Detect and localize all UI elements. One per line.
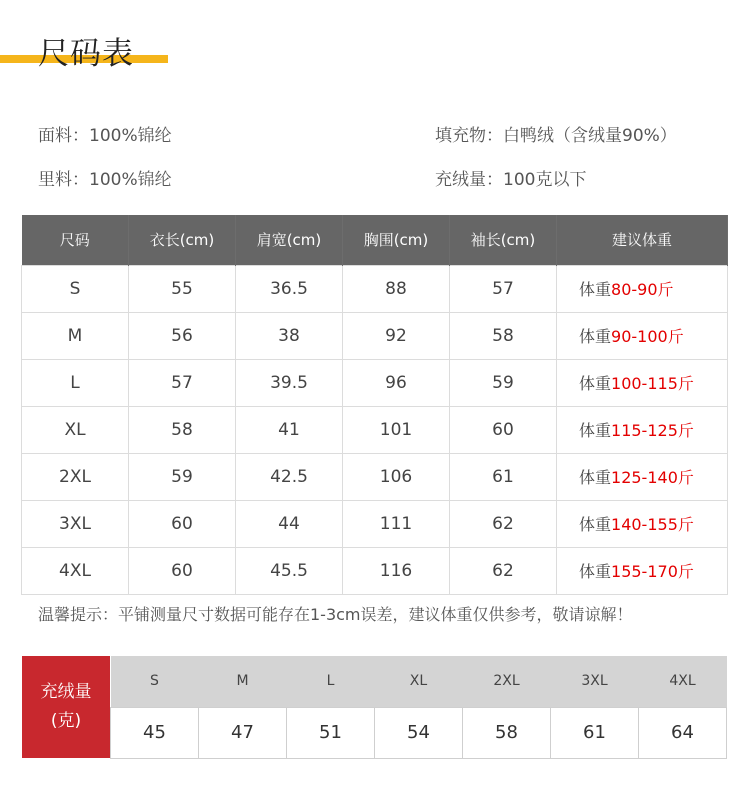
down-size-header: 4XL: [639, 656, 727, 707]
weight-prefix: 体重: [579, 374, 612, 393]
down-size-header: S: [111, 656, 199, 707]
length-cell: 59: [129, 453, 236, 500]
chest-cell: 88: [343, 265, 450, 312]
weight-cell: [557, 265, 728, 312]
length-cell: 55: [129, 265, 236, 312]
size-cell: 4XL: [22, 547, 129, 594]
sleeve-cell: 59: [450, 359, 557, 406]
header-weight: 建议体重: [557, 215, 728, 265]
chest-cell: 96: [343, 359, 450, 406]
chest-cell: 101: [343, 406, 450, 453]
length-cell: 57: [129, 359, 236, 406]
down-value-row: [111, 707, 727, 758]
size-cell: L: [22, 359, 129, 406]
sleeve-cell: 62: [450, 547, 557, 594]
table-row: [22, 547, 728, 594]
weight-prefix: 体重: [579, 327, 612, 346]
chest-cell: 106: [343, 453, 450, 500]
header-shoulder: 肩宽(cm): [236, 215, 343, 265]
size-cell: M: [22, 312, 129, 359]
shoulder-cell: 38: [236, 312, 343, 359]
down-size-header: L: [287, 656, 375, 707]
shoulder-cell: 42.5: [236, 453, 343, 500]
weight-range: 155-170斤: [611, 562, 694, 581]
down-value-cell: 47: [199, 707, 287, 758]
shoulder-cell: 41: [236, 406, 343, 453]
page-title: 尺码表: [38, 36, 134, 72]
sleeve-cell: 57: [450, 265, 557, 312]
size-cell: S: [22, 265, 129, 312]
down-fill-label-line1: 充绒量: [40, 682, 92, 702]
fill-amount-info: 充绒量：100克以下: [435, 170, 587, 190]
down-fill-label: [22, 656, 110, 758]
chest-cell: 92: [343, 312, 450, 359]
down-size-header: 2XL: [463, 656, 551, 707]
table-row: [22, 406, 728, 453]
down-value-cell: 54: [375, 707, 463, 758]
down-size-header: M: [199, 656, 287, 707]
table-row: [22, 359, 728, 406]
sleeve-cell: 60: [450, 406, 557, 453]
sleeve-cell: 61: [450, 453, 557, 500]
table-row: [22, 312, 728, 359]
header-size: 尺码: [22, 215, 129, 265]
table-row: [22, 265, 728, 312]
weight-cell: [557, 547, 728, 594]
length-cell: 58: [129, 406, 236, 453]
down-fill-label-line2: (克): [50, 711, 82, 731]
weight-prefix: 体重: [579, 562, 612, 581]
weight-cell: [557, 406, 728, 453]
weight-range: 125-140斤: [611, 468, 694, 487]
shoulder-cell: 45.5: [236, 547, 343, 594]
size-table: [21, 215, 728, 595]
chest-cell: 111: [343, 500, 450, 547]
weight-range: 100-115斤: [611, 374, 694, 393]
sleeve-cell: 62: [450, 500, 557, 547]
size-cell: 3XL: [22, 500, 129, 547]
weight-range: 115-125斤: [611, 421, 694, 440]
down-fill-table-block: [22, 656, 727, 758]
table-row: [22, 453, 728, 500]
weight-prefix: 体重: [579, 421, 612, 440]
shoulder-cell: 36.5: [236, 265, 343, 312]
header-chest: 胸围(cm): [343, 215, 450, 265]
down-value-cell: 51: [287, 707, 375, 758]
size-table-header-row: [22, 215, 728, 265]
weight-range: 80-90斤: [611, 280, 674, 299]
weight-cell: [557, 312, 728, 359]
down-size-header: 3XL: [551, 656, 639, 707]
weight-cell: [557, 359, 728, 406]
sleeve-cell: 58: [450, 312, 557, 359]
measurement-tip: 温馨提示：平铺测量尺寸数据可能存在1-3cm误差，建议体重仅供参考，敬请谅解！: [38, 605, 633, 624]
weight-prefix: 体重: [579, 468, 612, 487]
down-value-cell: 61: [551, 707, 639, 758]
size-cell: XL: [22, 406, 129, 453]
length-cell: 56: [129, 312, 236, 359]
weight-prefix: 体重: [579, 280, 612, 299]
filling-info: 填充物：白鸭绒（含绒量90%）: [435, 126, 677, 146]
down-fill-table: [110, 656, 727, 759]
weight-prefix: 体重: [579, 515, 612, 534]
header-length: 衣长(cm): [129, 215, 236, 265]
down-size-row: [111, 656, 727, 707]
header-sleeve: 袖长(cm): [450, 215, 557, 265]
length-cell: 60: [129, 500, 236, 547]
table-row: [22, 500, 728, 547]
length-cell: 60: [129, 547, 236, 594]
weight-cell: [557, 453, 728, 500]
lining-info: 里料：100%锦纶: [38, 170, 172, 190]
weight-range: 140-155斤: [611, 515, 694, 534]
shoulder-cell: 39.5: [236, 359, 343, 406]
down-value-cell: 64: [639, 707, 727, 758]
weight-cell: [557, 500, 728, 547]
down-size-header: XL: [375, 656, 463, 707]
down-value-cell: 45: [111, 707, 199, 758]
chest-cell: 116: [343, 547, 450, 594]
shoulder-cell: 44: [236, 500, 343, 547]
fabric-info: 面料：100%锦纶: [38, 126, 172, 146]
weight-range: 90-100斤: [611, 327, 684, 346]
down-value-cell: 58: [463, 707, 551, 758]
size-cell: 2XL: [22, 453, 129, 500]
